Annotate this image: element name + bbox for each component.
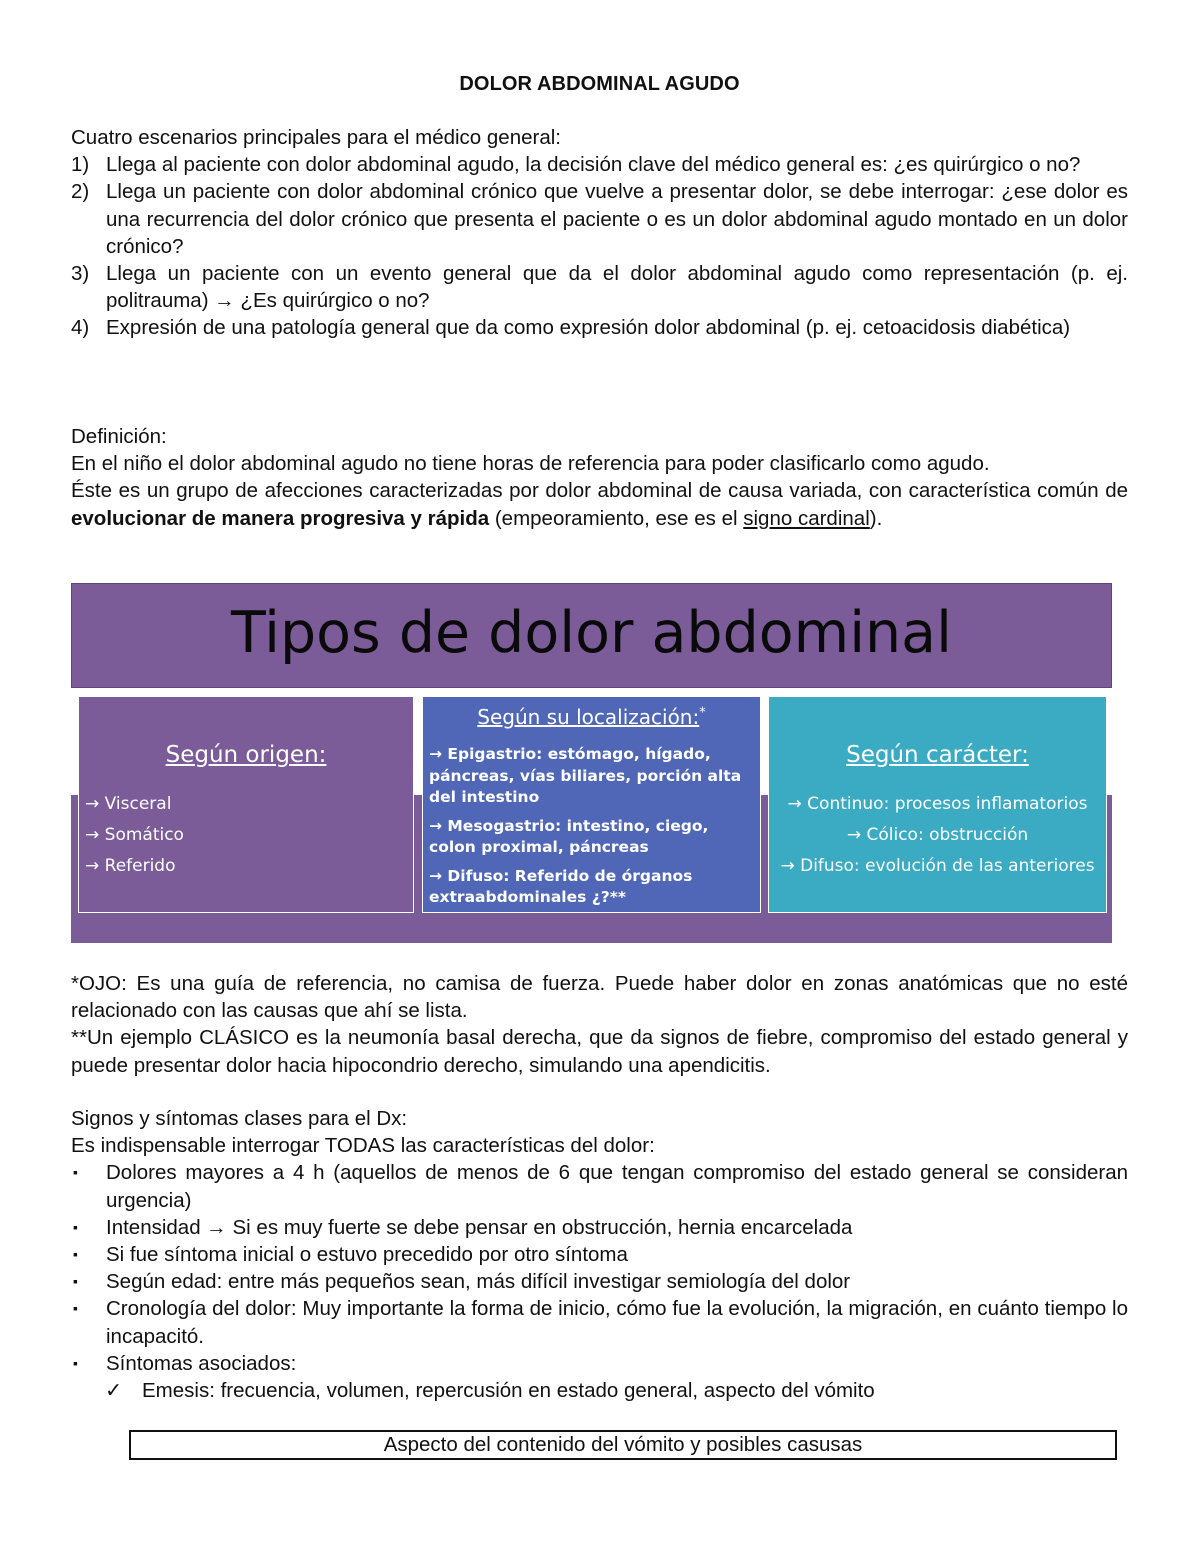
location-title: Según su localización: <box>477 705 700 729</box>
list-text: Expresión de una patología general que da como expresión dolor abdominal (p. ej. cetoacidosis diabética) <box>106 316 1071 340</box>
check-item <box>71 1377 1128 1404</box>
list-item <box>71 1350 1128 1377</box>
signs-list <box>71 1159 1128 1377</box>
list-item: → Visceral <box>85 794 172 814</box>
list-item: → Difuso: evolución de las anteriores <box>780 856 1095 876</box>
origin-title: Según origen: <box>165 742 327 768</box>
location-title-wrap <box>423 705 760 729</box>
list-item <box>71 151 1128 178</box>
definition-underlined-text: signo cardinal <box>743 506 870 530</box>
list-item <box>71 1214 1128 1241</box>
list-text: Síntomas asociados: <box>106 1351 297 1375</box>
note-2: **Un ejemplo CLÁSICO es la neumonía basal derecha, que da signos de fiebre, compromiso del estado general y puede presentar dolor hacia hipocondrio derecho, simulando una apendicitis. <box>71 1026 1128 1077</box>
list-item <box>71 260 1128 314</box>
list-item: → Continuo: procesos inflamatorios <box>787 794 1088 814</box>
bullet-icon: ▪ <box>73 1218 78 1235</box>
bullet-icon: ▪ <box>73 1300 78 1317</box>
document-title: DOLOR ABDOMINAL AGUDO <box>459 73 740 95</box>
list-number: 4) <box>71 316 90 340</box>
list-item: → Mesogastrio: intestino, ciego, colon proximal, páncreas <box>429 816 709 856</box>
list-text: Si fue síntoma inicial o estuvo precedido por otro síntoma <box>106 1243 628 1267</box>
note-1: *OJO: Es una guía de referencia, no camisa de fuerza. Puede haber dolor en zonas anatómicas que no esté relacionado con las causas que ahí se lista. <box>71 972 1128 1023</box>
list-text: Llega al paciente con dolor abdominal agudo, la decisión clave del médico general es: ¿es quirúrgico o no? <box>106 153 1081 177</box>
bullet-icon: ▪ <box>73 1273 78 1290</box>
list-item <box>71 1295 1128 1349</box>
list-item <box>71 1268 1128 1295</box>
list-text: Según edad: entre más pequeños sean, más difícil investigar semiología del dolor <box>106 1270 851 1294</box>
bullet-icon: ▪ <box>73 1246 78 1263</box>
list-text: Dolores mayores a 4 h (aquellos de menos de 6 que tengan compromiso del estado general se consideran urgencia) <box>106 1161 1128 1212</box>
scenarios-intro: Cuatro escenarios principales para el médico general: <box>71 126 561 149</box>
location-column <box>422 696 761 913</box>
origin-items <box>85 789 184 882</box>
diagram-header <box>71 583 1112 688</box>
definition-section <box>71 423 1128 532</box>
location-items <box>429 744 749 916</box>
list-item: → Epigastrio: estómago, hígado, páncreas, vías biliares, porción alta del intestino <box>429 745 742 806</box>
list-text: Cronología del dolor: Muy importante la forma de inicio, cómo fue la evolución, la migración, en cuánto tiempo lo incapacitó. <box>106 1297 1128 1348</box>
list-text: Llega un paciente con un evento general que da el dolor abdominal agudo como representación (p. ej. politrauma) → ¿Es quirúrgico o no? <box>106 262 1128 313</box>
signs-section <box>71 1105 1128 1404</box>
signs-intro: Es indispensable interrogar TODAS las características del dolor: <box>71 1134 655 1158</box>
list-number: 3) <box>71 262 90 286</box>
checkmark-icon: ✓ <box>105 1379 123 1403</box>
character-title: Según carácter: <box>846 742 1029 768</box>
list-item <box>71 1241 1128 1268</box>
notes-section <box>71 970 1128 1079</box>
definition-text-c: ). <box>869 506 883 530</box>
definition-paragraph-1: En el niño el dolor abdominal agudo no tiene horas de referencia para poder clasificarlo como agudo. <box>71 452 990 476</box>
character-items <box>769 789 1106 882</box>
diagram-title: Tipos de dolor abdominal <box>231 600 952 666</box>
scenarios-list <box>71 151 1128 341</box>
list-item: → Somático <box>85 825 184 845</box>
list-number: 2) <box>71 180 90 204</box>
definition-text-b: (empeoramiento, ese es el <box>489 506 744 530</box>
list-text: Intensidad → Si es muy fuerte se debe pensar en obstrucción, hernia encarcelada <box>106 1215 853 1239</box>
list-item <box>71 178 1128 260</box>
definition-text-a: Éste es un grupo de afecciones caracterizadas por dolor abdominal de causa variada, con característica común de <box>71 479 1128 503</box>
check-item-text: Emesis: frecuencia, volumen, repercusión en estado general, aspecto del vómito <box>142 1379 875 1403</box>
list-item: → Difuso: Referido de órganos extraabdominales ¿?** <box>429 866 693 906</box>
list-number: 1) <box>71 153 90 177</box>
list-text: Llega un paciente con dolor abdominal crónico que vuelve a presentar dolor, se debe interrogar: ¿ese dolor es una recurrencia del dolor crónico que presenta el paciente o es un dolor abdominal agudo montado en un dolor crónico? <box>106 180 1128 258</box>
vomit-table-header: Aspecto del contenido del vómito y posibles casusas <box>129 1430 1117 1460</box>
list-item <box>71 1159 1128 1213</box>
pain-types-diagram <box>71 583 1113 943</box>
location-title-mark: * <box>699 705 706 721</box>
list-item <box>71 314 1128 341</box>
signs-heading: Signos y síntomas clases para el Dx: <box>71 1107 408 1130</box>
list-item: → Cólico: obstrucción <box>846 825 1029 845</box>
scenarios-section <box>71 124 1128 342</box>
character-column <box>768 696 1107 913</box>
origin-column <box>78 696 414 913</box>
bullet-icon: ▪ <box>73 1354 78 1371</box>
list-item: → Referido <box>85 856 176 876</box>
definition-heading: Definición: <box>71 425 167 448</box>
bullet-icon: ▪ <box>73 1164 78 1181</box>
definition-paragraph-2 <box>71 477 1128 531</box>
definition-bold-text: evolucionar de manera progresiva y rápida <box>71 506 490 530</box>
